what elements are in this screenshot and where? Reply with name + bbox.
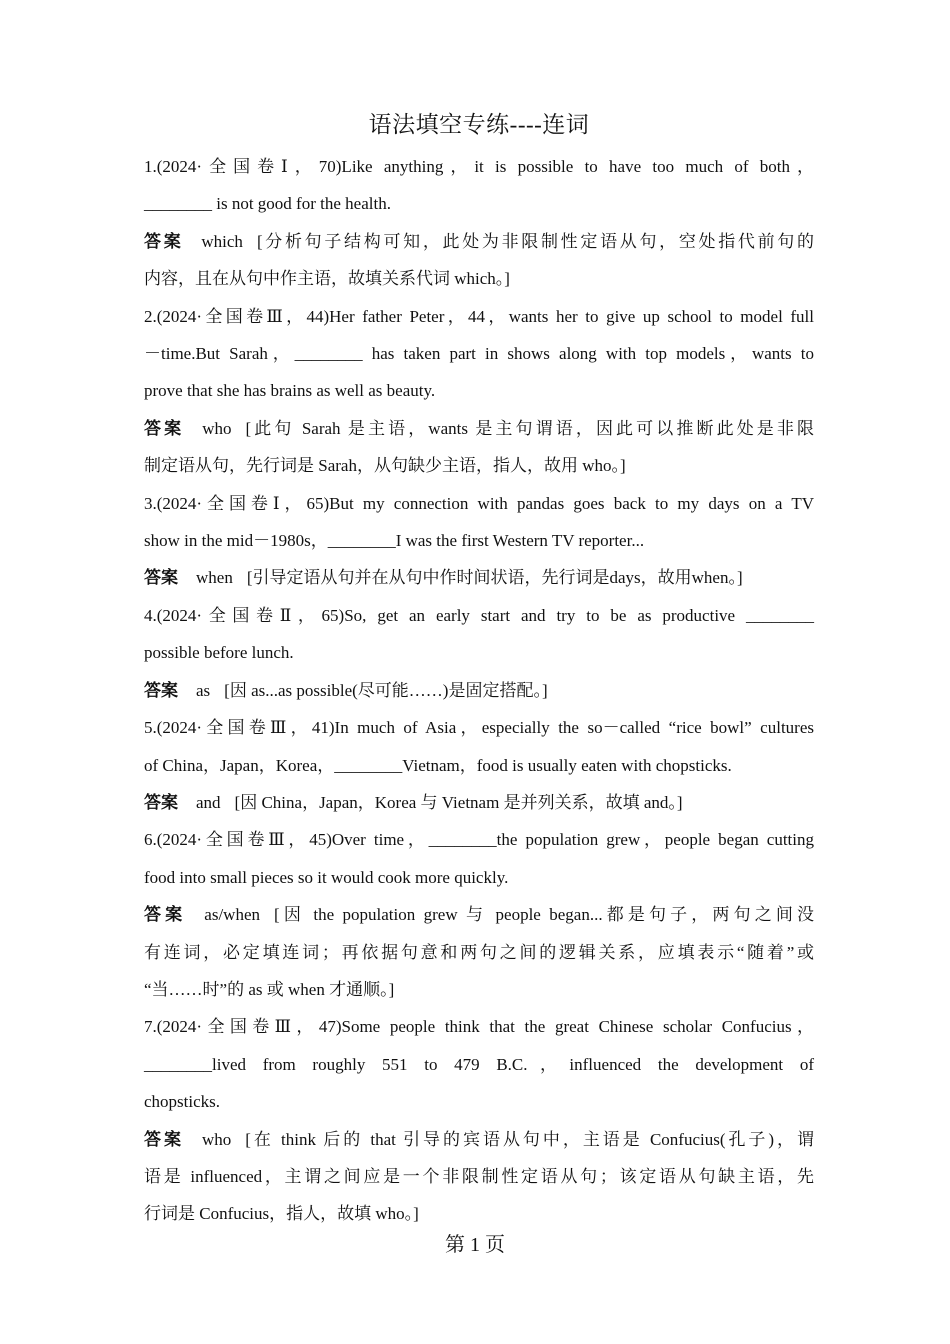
answer-line — [144, 934, 814, 971]
answer-line — [144, 896, 814, 933]
document-page — [144, 106, 814, 1233]
question-text-line: ________lived from roughly 551 to 479 B.C.，influenced the development of — [144, 1054, 814, 1074]
question-block — [144, 298, 814, 485]
answer-value: as — [196, 680, 211, 700]
answer-value: when — [196, 568, 233, 588]
question-text-line: 4.(2024·全国卷Ⅱ，65)So, get an early start and try to be as productive ________ — [144, 605, 814, 625]
question-text-line: of China，Japan，Korea，________Vietnam，food is usually eaten with chopsticks. — [144, 755, 732, 775]
question-block — [144, 709, 814, 821]
answer-explanation: [因 the population grew 与 people began...都是句子，两句之间没 — [274, 905, 814, 925]
question-text-line: 5.(2024·全国卷Ⅲ，41)In much of Asia，especially the so－called “rice bowl” cultures — [144, 718, 814, 738]
answer-line — [144, 1195, 814, 1232]
answer-value: who — [202, 418, 232, 438]
answer-line — [144, 1158, 814, 1195]
answer-explanation: 内容，且在从句中作主语，故填关系代词 which。] — [144, 269, 510, 289]
answer-label: 答案 — [144, 1129, 184, 1149]
answer-explanation: [分析句子结构可知，此处为非限制性定语从句，空处指代前句的 — [256, 231, 814, 251]
answer-explanation: “当……时”的 as 或 when 才通顺。] — [144, 979, 395, 999]
question-list — [144, 148, 814, 1233]
question-text-line: 6.(2024·全国卷Ⅲ，45)Over time，________the population grew，people began cutting — [144, 830, 814, 850]
question-text-line: 7.(2024·全国卷Ⅲ，47)Some people think that the great Chinese scholar Confucius， — [144, 1017, 814, 1037]
question-text-line: 2.(2024·全国卷Ⅲ，44)Her father Peter，44，wants her to give up school to model full — [144, 306, 814, 326]
answer-explanation: 有连词，必定填连词；再依据句意和两句之间的逻辑关系，应填表示“随着”或 — [144, 942, 814, 962]
question-block — [144, 148, 814, 298]
page-footer: 第 1 页 — [445, 1234, 505, 1256]
answer-label: 答案 — [144, 680, 178, 700]
question-block — [144, 485, 814, 597]
answer-line — [144, 223, 814, 260]
answer-label: 答案 — [144, 418, 185, 438]
question-block — [144, 1008, 814, 1232]
answer-explanation: 行词是 Confucius，指人，故填 who。] — [144, 1204, 419, 1224]
answer-value: as/when — [204, 905, 261, 925]
answer-line — [144, 971, 814, 1008]
answer-value: who — [201, 1129, 232, 1149]
question-text-line: 3.(2024·全国卷Ⅰ，65)But my connection with pandas goes back to my days on a TV — [144, 493, 814, 513]
answer-explanation: 语是 influenced，主谓之间应是一个非限制性定语从句；该定语从句缺主语，先 — [144, 1166, 814, 1186]
question-text-line: prove that she has brains as well as beauty. — [144, 381, 436, 401]
question-text-line: possible before lunch. — [144, 643, 294, 663]
answer-explanation: [因 China，Japan，Korea 与 Vietnam 是并列关系，故填 and。] — [234, 792, 683, 812]
question-block — [144, 821, 814, 1008]
answer-label: 答案 — [144, 231, 184, 251]
page-title: 语法填空专练----连词 — [368, 112, 590, 137]
question-text-line: chopsticks. — [144, 1092, 221, 1112]
answer-line — [144, 784, 814, 821]
question-text-line: food into small pieces so it would cook more quickly. — [144, 867, 509, 887]
answer-line — [144, 1121, 814, 1158]
answer-explanation: [引导定语从句并在从句中作时间状语，先行词是days，故用when。] — [246, 568, 743, 588]
answer-explanation: [因 as...as possible(尽可能……)是固定搭配。] — [224, 680, 548, 700]
answer-line — [144, 410, 814, 447]
question-text-line: ________ is not good for the health. — [144, 194, 391, 214]
question-block — [144, 597, 814, 709]
answer-explanation: [此句 Sarah 是主语，wants 是主句谓语，因此可以推断此处是非限 — [245, 418, 815, 438]
question-text-line: show in the mid－1980s，________I was the first Western TV reporter... — [144, 531, 645, 551]
answer-line — [144, 447, 814, 484]
answer-line — [144, 672, 814, 709]
question-text-line: 1.(2024·全国卷Ⅰ，70)Like anything，it is possible to have too much of both， — [144, 157, 814, 176]
answer-line — [144, 559, 814, 596]
answer-explanation: [在 think 后的 that 引导的宾语从句中，主语是 Confucius(孔子)，谓 — [245, 1129, 815, 1149]
answer-label: 答案 — [144, 905, 187, 925]
answer-value: which — [201, 231, 243, 251]
answer-label: 答案 — [144, 568, 178, 588]
answer-label: 答案 — [144, 792, 178, 812]
answer-value: and — [196, 792, 221, 812]
question-text-line: －time.But Sarah，________ has taken part in shows along with top models，wants to — [144, 344, 814, 364]
answer-explanation: 制定语从句，先行词是 Sarah，从句缺少主语，指人，故用 who。] — [144, 456, 626, 476]
answer-line — [144, 260, 814, 297]
